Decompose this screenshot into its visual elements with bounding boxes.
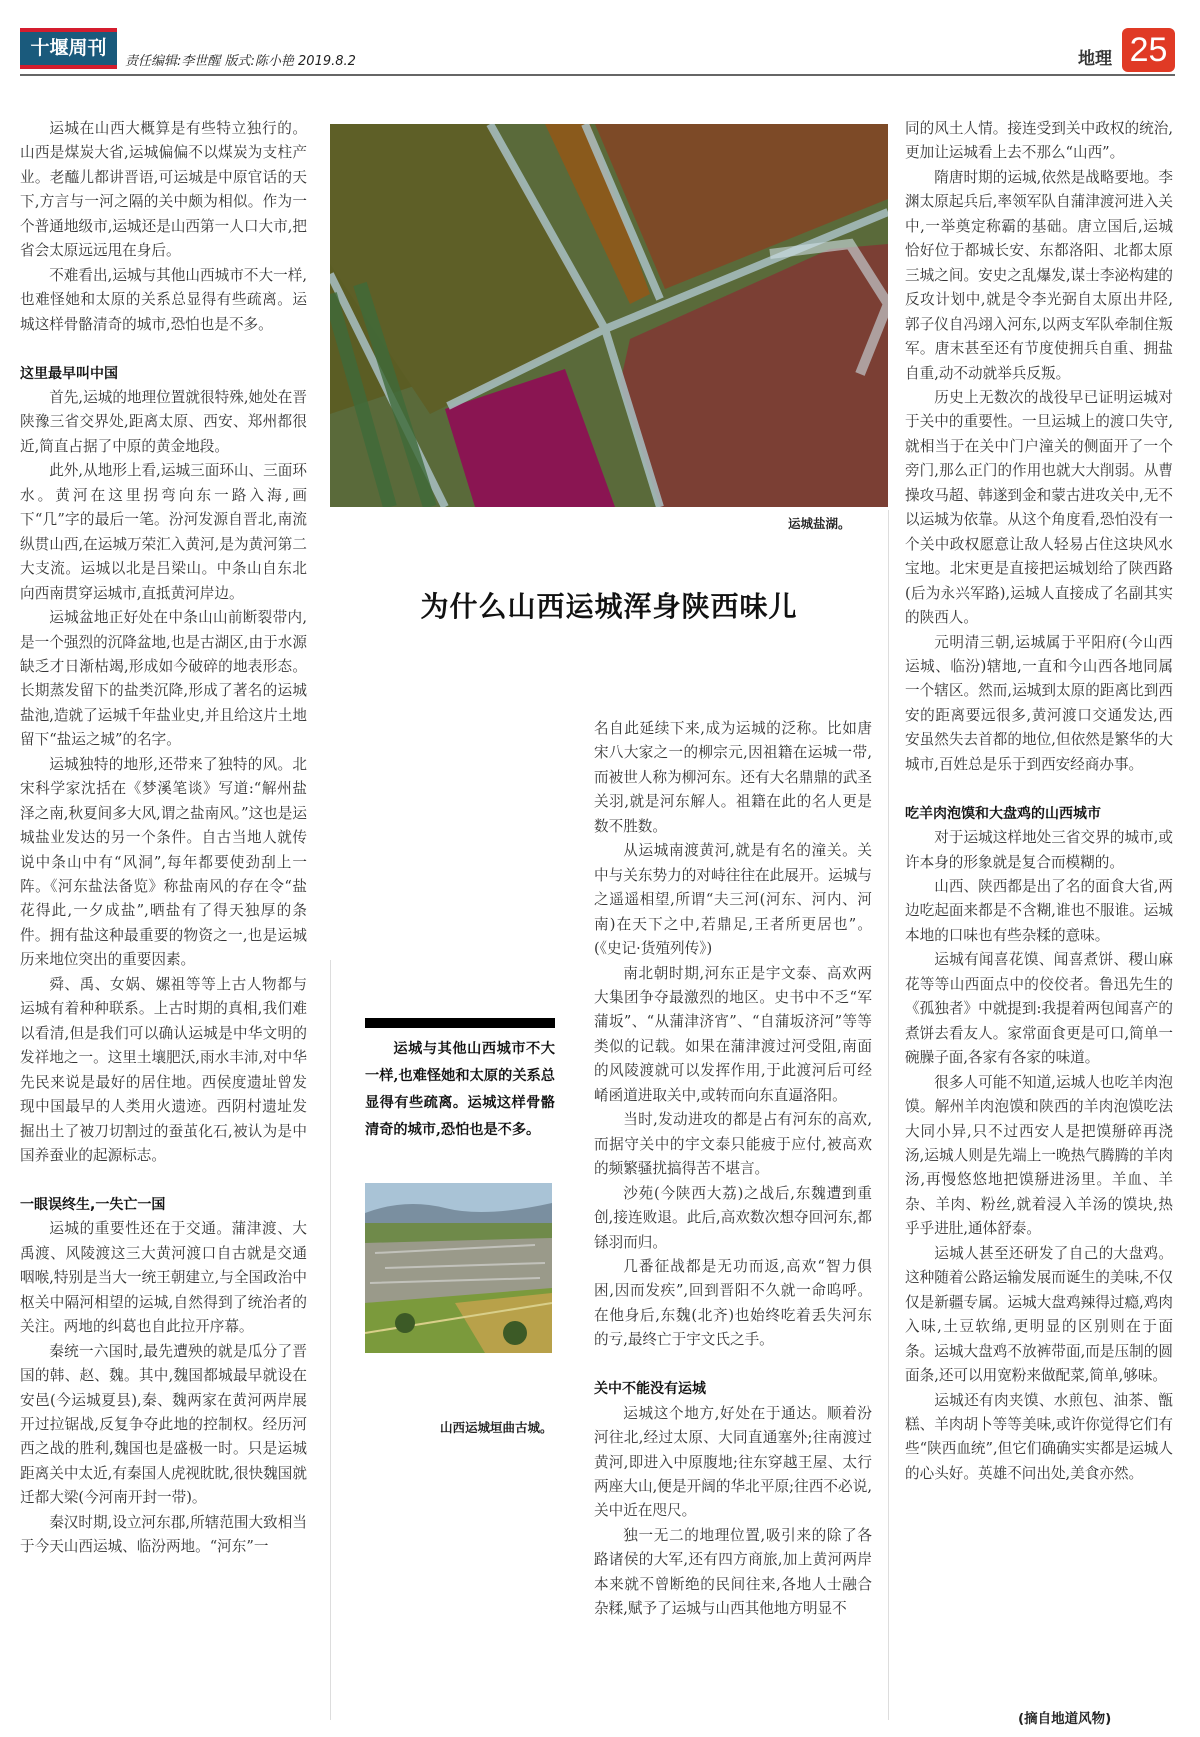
paragraph: 名自此延续下来,成为运城的泛称。比如唐宋八大家之一的柳宗元,因祖籍在运城一带,而被世人称为柳河东。还有大名鼎鼎的武圣关羽,就是河东解人。祖籍在此的名人更是数不胜数。	[594, 720, 872, 835]
page-number-badge: 25	[1122, 28, 1175, 72]
paragraph: 沙苑(今陕西大荔)之战后,东魏遭到重创,接连败退。此后,高欢数次想夺回河东,都铩羽而归。	[594, 1184, 872, 1251]
editor-credits: 责任编辑:李世醒 版式:陈小艳 2019.8.2	[125, 54, 356, 69]
paragraph: 秦汉时期,设立河东郡,所辖范围大致相当于今天山西运城、临汾两地。“河东”一	[20, 1513, 307, 1556]
paragraph: 隋唐时期的运城,依然是战略要地。李渊太原起兵后,率领军队自蒲津渡河进入关中,一举奠定称霸的基础。唐立国后,运城恰好位于都城长安、东都洛阳、北都太原三城之间。安史之乱爆发,谋士李泌构建的反攻计划中,就是令李光弼自太原出井陉,郭子仪自冯翊入河东,以两支军队牵制住叛军。唐末甚至还有节度使拥兵自重、拥盐自重,动不动就举兵反叛。	[905, 168, 1173, 382]
column-divider	[330, 960, 331, 1720]
paragraph: 不难看出,运城与其他山西城市不大一样,也难怪她和太原的关系总显得有些疏离。运城这样骨骼清奇的城市,恐怕也是不多。	[20, 266, 307, 333]
paragraph: 独一无二的地理位置,吸引来的除了各路诸侯的大军,还有四方商旅,加上黄河两岸本来就不曾断绝的民间往来,各地人士融合杂糅,赋予了运城与山西其他地方明显不	[594, 1526, 872, 1618]
paragraph: 南北朝时期,河东正是宇文泰、高欢两大集团争夺最激烈的地区。史书中不乏“军蒲坂”、“从蒲津济宵”、“自蒲坂济河”等等类似的记载。如果在蒲津渡过河受阻,南面的风陵渡就可以发挥作用,于此渡河后可经崤函道进取关中,或转而向东直逼洛阳。	[594, 964, 872, 1104]
pullquote-text: 运城与其他山西城市不大一样,也难怪她和太原的关系总显得有些疏离。运城这样骨骼清奇的城市,恐怕也是不多。	[365, 1041, 555, 1138]
subheading: 关中不能没有运城	[594, 1381, 706, 1398]
paragraph: 舜、禹、女娲、嫘祖等等上古人物都与运城有着种种联系。上古时期的真相,我们难以看清,但是我们可以确认运城是中华文明的发祥地之一。这里土壤肥沃,雨水丰沛,对中华先民来说是最好的居住地。西侯度遗址曾发现中国最早的人类用火遗迹。西阴村遗址发掘出土了被刀切割过的蚕茧化石,被认为是中国养蚕业的起源标志。	[20, 975, 307, 1165]
article-title: 为什么山西运城浑身陕西味儿	[420, 590, 798, 623]
article-column-3	[905, 117, 1173, 1486]
paragraph: 此外,从地形上看,运城三面环山、三面环水。黄河在这里拐弯向东一路入海,画下“几”字的最后一笔。汾河发源自晋北,南流纵贯山西,在运城万荣汇入黄河,是为黄河第二大支流。运城以北是吕梁山。中条山自东北向西南贯穿运城市,直抵黄河岸边。	[20, 462, 307, 602]
article-column-1	[20, 117, 307, 1560]
header-divider	[20, 74, 1175, 76]
paragraph: 运城这个地方,好处在于通达。顺着汾河往北,经过太原、大同直通塞外;往南渡过黄河,即进入中原腹地;往东穿越王屋、太行两座大山,便是开阔的华北平原;往西不必说,关中近在咫尺。	[594, 1404, 872, 1520]
pullquote	[365, 1036, 555, 1144]
paragraph: 很多人可能不知道,运城人也吃羊肉泡馍。解州羊肉泡馍和陕西的羊肉泡馍吃法大同小异,只不过西安人是把馍掰碎再浇汤,运城人则是先端上一晚热气腾腾的羊肉汤,再慢悠悠地把馍掰进汤里。羊血、羊杂、羊肉、粉丝,就着浸入羊汤的馍块,热乎乎进肚,通体舒泰。	[905, 1073, 1173, 1238]
paragraph: 历史上无数次的战役早已证明运城对于关中的重要性。一旦运城上的渡口失守,就相当于在关中门户潼关的侧面开了一个旁门,那么正门的作用也就大大削弱。从曹操攻马超、韩遂到金和蒙古进攻关中,无不以运城为依靠。从这个角度看,恐怕没有一个关中政权愿意让敌人轻易占住这块风水宝地。北宋更是直接把运城划给了陕西路(后为永兴军路),运城人直接成了名副其实的陕西人。	[905, 388, 1173, 627]
masthead-logo	[20, 28, 117, 69]
subheading: 一眼误终生,一失亡一国	[20, 1196, 166, 1213]
paragraph: 运城盆地正好处在中条山山前断裂带内,是一个强烈的沉降盆地,也是古湖区,由于水源缺乏才日渐枯竭,形成如今破碎的地表形态。长期蒸发留下的盐类沉降,形成了著名的运城盐池,造就了运城千年盐业史,并且给这片土地留下“盐运之城”的名字。	[20, 609, 307, 749]
salt-lake-image	[330, 124, 888, 507]
article-column-2	[594, 717, 872, 1622]
paragraph: 运城的重要性还在于交通。蒲津渡、大禹渡、风陵渡这三大黄河渡口自古就是交通咽喉,特别是当大一统王朝建立,与全国政治中枢关中隔河相望的运城,自然得到了统治者的关注。两地的纠葛也自此拉开序幕。	[20, 1220, 307, 1336]
masthead-title: 十堰周刊	[30, 37, 107, 59]
column-divider	[888, 510, 889, 1720]
paragraph: 几番征战都是无功而返,高欢“智力俱困,因而发疾”,回到晋阳不久就一命呜呼。在他身后,东魏(北齐)也始终吃着丢失河东的亏,最终亡于宇文氏之手。	[594, 1257, 872, 1349]
paragraph: 当时,发动进攻的都是占有河东的高欢,而据守关中的宇文泰只能疲于应付,被高欢的频繁骚扰搞得苦不堪言。	[594, 1111, 872, 1178]
paragraph: 元明清三朝,运城属于平阳府(今山西运城、临汾)辖地,一直和今山西各地同属一个辖区。然而,运城到太原的距离比到西安的距离要远很多,黄河渡口交通发达,西安虽然失去首都的地位,但依然是繁华的大城市,百姓总是乐于到西安经商办事。	[905, 633, 1173, 773]
subheading: 这里最早叫中国	[20, 365, 118, 382]
main-photo-caption: 运城盐湖。	[788, 516, 851, 531]
paragraph: 秦统一六国时,最先遭殃的就是瓜分了晋国的韩、赵、魏。其中,魏国都城最早就设在安邑(今运城夏县),秦、魏两家在黄河两岸展开过拉锯战,反复争夺此地的控制权。经历河西之战的胜利,魏国也是盛极一时。只是运城距离关中太近,有秦国人虎视眈眈,很快魏国就迁都大梁(今河南开封一带)。	[20, 1342, 307, 1507]
article-source: (摘自地道风物)	[1018, 1711, 1112, 1727]
paragraph: 山西、陕西都是出了名的面食大省,两边吃起面来都是不含糊,谁也不服谁。运城本地的口味也有些杂糅的意味。	[905, 878, 1173, 944]
paragraph: 从运城南渡黄河,就是有名的潼关。关中与关东势力的对峙往往在此展开。运城与之遥遥相望,所谓“夫三河(河东、河内、河南)在天下之中,若鼎足,王者所更居也”。(《史记·货殖列传》)	[594, 842, 872, 958]
ancient-city-image	[365, 1183, 552, 1353]
small-photo-caption: 山西运城垣曲古城。	[440, 1420, 553, 1435]
paragraph: 对于运城这样地处三省交界的城市,或许本身的形象就是复合而模糊的。	[905, 829, 1173, 871]
paragraph: 首先,运城的地理位置就很特殊,她处在晋陕豫三省交界处,距离太原、西安、郑州都很近,简直占据了中原的黄金地段。	[20, 388, 307, 455]
pullquote-bar	[365, 1018, 555, 1028]
paragraph: 运城有闻喜花馍、闻喜煮饼、稷山麻花等等山西面点中的佼佼者。鲁迅先生的《孤独者》中就提到:我提着两包闻喜产的煮饼去看友人。家常面食更是可口,简单一碗臊子面,各家有各家的味道。	[905, 951, 1173, 1067]
paragraph: 运城还有肉夹馍、水煎包、油茶、甑糕、羊肉胡卜等等美味,或许你觉得它们有些“陕西血统”,但它们确确实实都是运城人的心头好。英雄不问出处,美食亦然。	[905, 1391, 1173, 1482]
paragraph: 运城独特的地形,还带来了独特的风。北宋科学家沈括在《梦溪笔谈》写道:“解州盐泽之南,秋夏间多大风,谓之盐南风。”这也是运城盐业发达的另一个条件。自古当地人就传说中条山中有“风洞”,每年都要使劲刮上一阵。《河东盐法备览》称盐南风的存在令“盐花得此,一夕成盐”,晒盐有了得天独厚的条件。拥有盐这种最重要的物资之一,也是运城历来地位突出的重要因素。	[20, 755, 307, 969]
subheading: 吃羊肉泡馍和大盘鸡的山西城市	[905, 805, 1101, 822]
paragraph: 运城在山西大概算是有些特立独行的。山西是煤炭大省,运城偏偏不以煤炭为支柱产业。老醯儿都讲晋语,可运城是中原官话的天下,方言与一河之隔的关中颇为相似。作为一个普通地级市,运城还是山西第一人口大市,把省会太原远远甩在身后。	[20, 120, 307, 260]
paragraph: 同的风土人情。接连受到关中政权的统治,更加让运城看上去不那么“山西”。	[905, 120, 1173, 162]
paragraph: 运城人甚至还研发了自己的大盘鸡。这种随着公路运输发展而诞生的美味,不仅仅是新疆专属。运城大盘鸡辣得过瘾,鸡肉入味,土豆软绵,更明显的区别则在于面条。运城大盘鸡不放裤带面,而是压制的圆面条,还可以用宽粉来做配菜,简单,够味。	[905, 1244, 1173, 1385]
ancient-city-photo	[365, 1183, 552, 1353]
section-label: 地理	[1078, 49, 1112, 69]
salt-lake-photo	[330, 124, 888, 507]
